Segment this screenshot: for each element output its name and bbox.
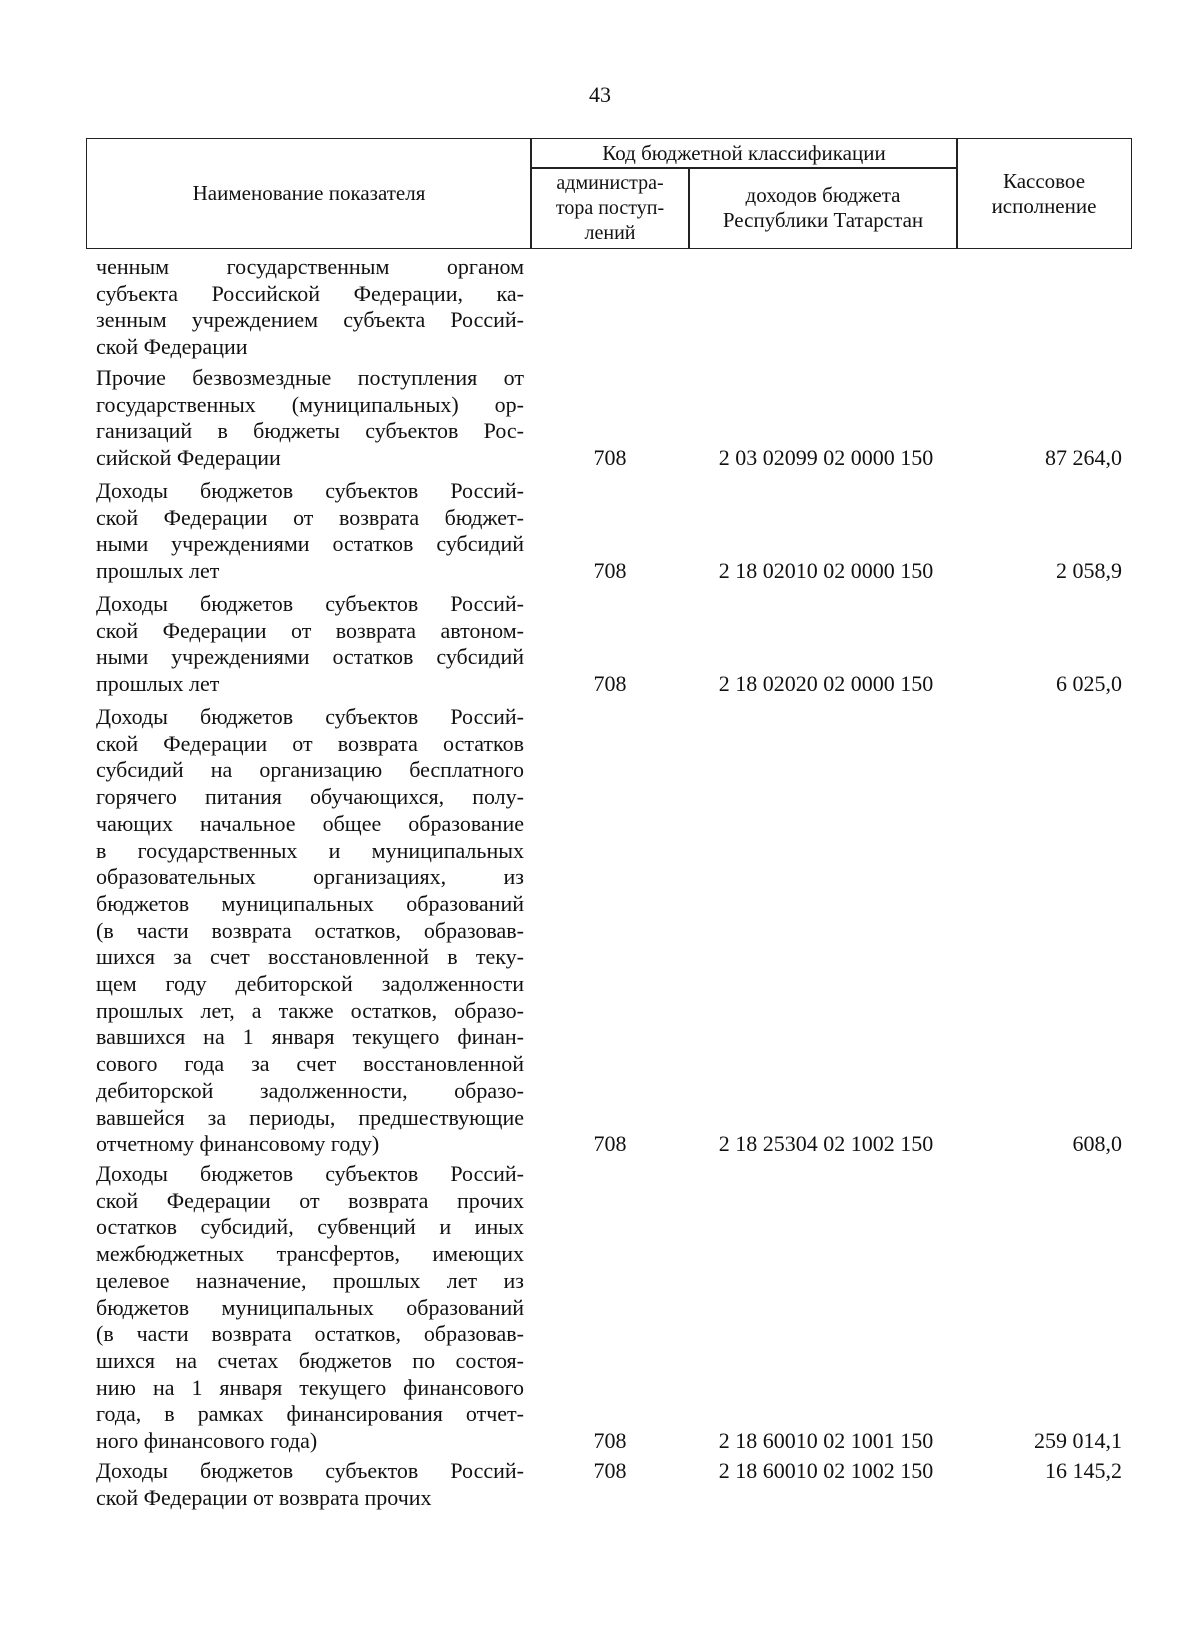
indicator-name-line: в государственных и муниципальных	[96, 837, 524, 863]
indicator-name-line: межбюджетных трансфертов, имеющих	[96, 1241, 524, 1267]
indicator-name-line: сийской Федерации	[96, 445, 281, 471]
cash-execution-amount: 87 264,0	[1045, 445, 1122, 471]
indicator-name-line: шихся на счетах бюджетов по состоя-	[96, 1347, 524, 1373]
budget-classification-code: 2 18 02020 02 0000 150	[718, 671, 934, 697]
indicator-name-line: Доходы бюджетов субъектов Россий-	[96, 478, 524, 503]
cash-execution-amount: 16 145,2	[1045, 1458, 1122, 1483]
header-budget-code-group	[530, 138, 958, 169]
administrator-code: 708	[593, 1458, 627, 1483]
administrator-code: 708	[593, 445, 627, 471]
indicator-name-line: целевое назначение, прошлых лет из	[96, 1267, 524, 1293]
indicator-name-line: сового года за счет восстановленной	[96, 1051, 524, 1077]
indicator-name-line: зенным учреждением субъекта Россий-	[96, 307, 524, 333]
indicator-name	[96, 365, 524, 472]
header-amount-label: Кассовое исполнение	[991, 168, 1097, 218]
indicator-name-line: субъекта Российской Федерации, ка-	[96, 280, 524, 306]
indicator-name-line: ской Федерации от возврата автоном-	[96, 617, 524, 643]
header-admin-label: администра-тора поступ-лений	[555, 171, 665, 244]
indicator-name-line: ганизаций в бюджеты субъектов Рос-	[96, 418, 524, 444]
indicator-name-line: бюджетов муниципальных образований	[96, 1294, 524, 1320]
indicator-name-line: щем году дебиторской задолженности	[96, 971, 524, 997]
header-name-label: Наименование показателя	[192, 181, 426, 205]
budget-classification-code: 2 18 02010 02 0000 150	[718, 558, 934, 584]
budget-classification-code: 2 18 60010 02 1002 150	[718, 1458, 934, 1483]
header-name-column	[86, 138, 532, 249]
indicator-name-line: чающих начальное общее образование	[96, 810, 524, 836]
indicator-name	[96, 704, 524, 1158]
page-number: 43	[589, 82, 611, 107]
indicator-name-line: горячего питания обучающихся, полу-	[96, 784, 524, 810]
administrator-code: 708	[593, 671, 627, 697]
header-code-label: доходов бюджета Республики Татарстан	[722, 183, 924, 232]
indicator-name-line: отчетному финансовому году)	[96, 1131, 380, 1157]
cash-execution-amount: 2 058,9	[1056, 558, 1122, 584]
indicator-name-line: ченным государственным органом	[96, 254, 524, 279]
cash-execution-amount: 608,0	[1072, 1131, 1122, 1157]
administrator-code: 708	[593, 1131, 627, 1157]
indicator-name	[96, 591, 524, 698]
indicator-name-line: Доходы бюджетов субъектов Россий-	[96, 1161, 524, 1186]
indicator-name	[96, 254, 524, 361]
indicator-name-line: ской Федерации от возврата прочих	[96, 1187, 524, 1213]
indicator-name-line: прошлых лет, а также остатков, образо-	[96, 997, 524, 1023]
indicator-name	[96, 1161, 524, 1455]
indicator-name-line: Прочие безвозмездные поступления от	[96, 365, 524, 390]
indicator-name-line: Доходы бюджетов субъектов Россий-	[96, 591, 524, 616]
indicator-name-line: прошлых лет	[96, 558, 220, 584]
indicator-name-line: прошлых лет	[96, 671, 220, 697]
indicator-name-line: ного финансового года)	[96, 1428, 318, 1454]
indicator-name-line: шихся за счет восстановленной в теку-	[96, 944, 524, 970]
administrator-code: 708	[593, 558, 627, 584]
administrator-code: 708	[593, 1428, 627, 1453]
indicator-name-line: ской Федерации	[96, 334, 248, 360]
indicator-name-line: образовательных организациях, из	[96, 864, 524, 890]
cash-execution-amount: 6 025,0	[1056, 671, 1122, 697]
indicator-name-line: бюджетов муниципальных образований	[96, 890, 524, 916]
indicator-name	[96, 1458, 524, 1511]
budget-classification-code: 2 18 25304 02 1002 150	[718, 1131, 934, 1157]
header-amount-column	[956, 138, 1132, 249]
indicator-name-line: года, в рамках финансирования отчет-	[96, 1401, 524, 1427]
cash-execution-amount: 259 014,1	[1034, 1428, 1122, 1453]
indicator-name	[96, 478, 524, 585]
indicator-name-line: вавшихся на 1 января текущего финан-	[96, 1024, 524, 1050]
indicator-name-line: государственных (муниципальных) ор-	[96, 391, 524, 417]
indicator-name-line: вавшейся за периоды, предшествующие	[96, 1104, 524, 1130]
indicator-name-line: ской Федерации от возврата остатков	[96, 730, 524, 756]
indicator-name-line: ными учреждениями остатков субсидий	[96, 644, 524, 670]
indicator-name-line: Доходы бюджетов субъектов Россий-	[96, 1458, 524, 1483]
indicator-name-line: дебиторской задолженности, образо-	[96, 1077, 524, 1103]
indicator-name-line: ными учреждениями остатков субсидий	[96, 531, 524, 557]
indicator-name-line: ской Федерации от возврата бюджет-	[96, 504, 524, 530]
indicator-name-line: (в части возврата остатков, образовав-	[96, 1321, 524, 1347]
indicator-name-line: субсидий на организацию бесплатного	[96, 757, 524, 783]
indicator-name-line: (в части возврата остатков, образовав-	[96, 917, 524, 943]
indicator-name-line: остатков субсидий, субвенций и иных	[96, 1214, 524, 1240]
indicator-name-line: нию на 1 января текущего финансового	[96, 1374, 524, 1400]
budget-classification-code: 2 18 60010 02 1001 150	[718, 1428, 934, 1453]
indicator-name-line: Доходы бюджетов субъектов Россий-	[96, 704, 524, 729]
header-admin-column	[530, 167, 690, 249]
budget-classification-code: 2 03 02099 02 0000 150	[718, 445, 934, 471]
header-code-column	[688, 167, 958, 249]
indicator-name-line: ской Федерации от возврата прочих	[96, 1484, 432, 1510]
header-group-label: Код бюджетной классификации	[602, 141, 886, 165]
